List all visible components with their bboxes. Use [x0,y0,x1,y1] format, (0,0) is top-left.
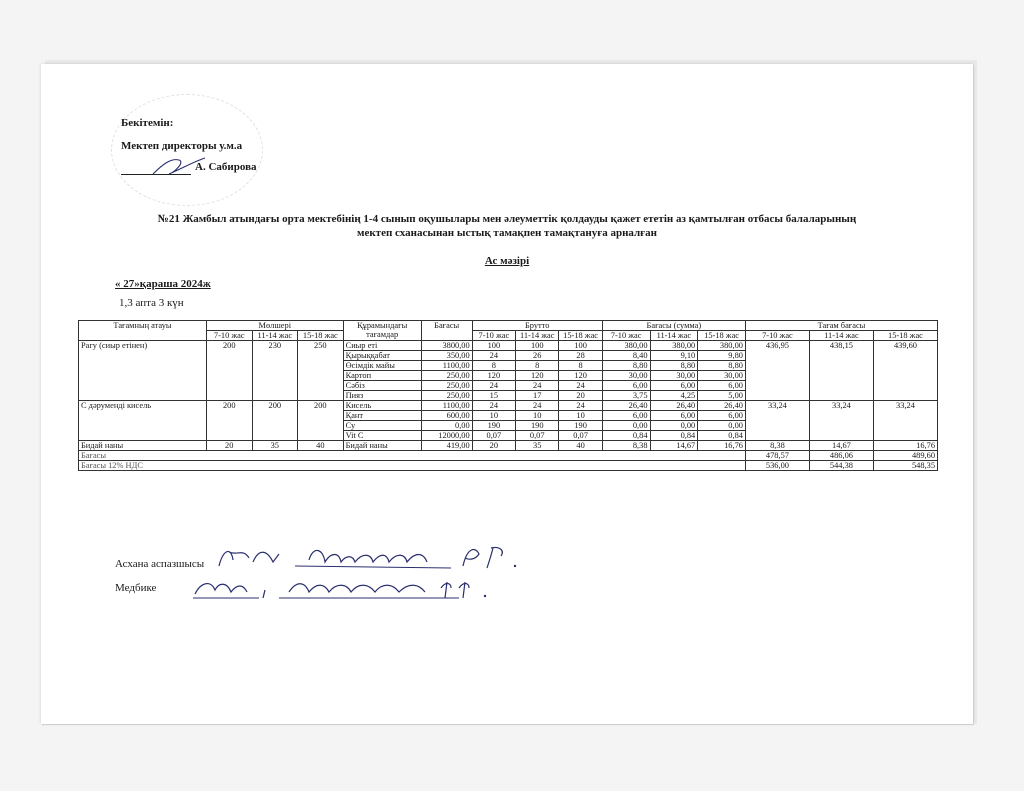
table-header-row-2 [79,331,938,341]
title-line-2: мектеп сханасынан ыстық тамақпен тамақтануға арналған [356,227,658,239]
total-cell: 486,06 [809,451,873,461]
header-brutto: Брутто [472,321,602,331]
price-cell: 12000,00 [421,431,472,441]
dish-total-cell: 33,24 [873,401,937,441]
sum-cell: 0,84 [602,431,650,441]
total-cell: 478,57 [745,451,809,461]
dish-total-cell: 33,24 [809,401,873,441]
ingredient-cell: Пияз [343,391,421,401]
brutto-cell: 17 [516,391,559,401]
sum-cell: 9,80 [698,351,746,361]
sum-cell: 8,80 [602,361,650,371]
portion-cell: 35 [252,441,298,451]
sum-cell: 26,40 [698,401,746,411]
portion-cell: 20 [206,441,252,451]
brutto-cell: 8 [472,361,515,371]
sum-cell: 8,80 [650,361,698,371]
header-dish-price-age2: 11-14 жас [809,331,873,341]
header-portion-age2: 11-14 жас [252,331,298,341]
brutto-cell: 8 [559,361,602,371]
dish-total-cell: 436,95 [745,341,809,401]
header-dish-price: Тағам бағасы [745,321,937,331]
header-sum: Бағасы (сумма) [602,321,745,331]
ingredient-cell: Кисель [343,401,421,411]
brutto-cell: 24 [472,351,515,361]
document-title [81,212,933,240]
ingredient-cell: Қырыққабат [343,351,421,361]
menu-table [78,320,938,471]
menu-heading: Ас мәзірі [484,255,530,267]
sum-cell: 14,67 [650,441,698,451]
ingredient-cell: Сәбіз [343,381,421,391]
sum-cell: 9,10 [650,351,698,361]
price-cell: 1100,00 [421,401,472,411]
sum-cell: 4,25 [650,391,698,401]
sum-cell: 0,00 [698,421,746,431]
portion-cell: 200 [206,341,252,401]
header-dish: Тағамның атауы [79,321,207,341]
title-line-1: №21 Жамбыл атындағы орта мектебінің 1-4 сынып оқушылары мен әлеуметтік қолдауды қажет ететін аз қамтылған отбасы балаларының [157,213,857,225]
sum-cell: 6,00 [650,411,698,421]
sum-cell: 0,84 [698,431,746,441]
menu-week-day: 1,3 апта 3 күн [119,297,184,309]
director-signature [149,154,209,178]
brutto-cell: 10 [472,411,515,421]
price-cell: 1100,00 [421,361,472,371]
portion-cell: 200 [206,401,252,441]
price-cell: 3800,00 [421,341,472,351]
ingredient-cell: Су [343,421,421,431]
nurse-signature [189,572,539,606]
sum-cell: 0,84 [650,431,698,441]
sum-cell: 380,00 [698,341,746,351]
sum-cell: 0,00 [650,421,698,431]
brutto-cell: 190 [472,421,515,431]
price-cell: 600,00 [421,411,472,421]
brutto-cell: 190 [559,421,602,431]
dish-name: С дәруменді кисель [79,401,207,441]
sum-cell: 6,00 [602,381,650,391]
dish-total-cell: 8,38 [745,441,809,451]
portion-cell: 250 [298,341,344,401]
dish-total-cell: 33,24 [745,401,809,441]
price-cell: 250,00 [421,381,472,391]
header-dish-price-age1: 7-10 жас [745,331,809,341]
brutto-cell: 120 [472,371,515,381]
brutto-cell: 10 [516,411,559,421]
price-cell: 250,00 [421,371,472,381]
dish-total-cell: 14,67 [809,441,873,451]
brutto-cell: 10 [559,411,602,421]
brutto-cell: 0,07 [559,431,602,441]
brutto-cell: 26 [516,351,559,361]
total-vat-cell: 536,00 [745,461,809,471]
approval-heading: Бекітемін: [121,117,174,129]
brutto-cell: 100 [559,341,602,351]
brutto-cell: 24 [559,401,602,411]
cook-signature-block [115,558,204,570]
header-price: Бағасы [421,321,472,341]
header-dish-price-age3: 15-18 жас [873,331,937,341]
approval-name: А. Сабирова [195,161,257,173]
brutto-cell: 20 [559,391,602,401]
portion-cell: 40 [298,441,344,451]
total-row [79,451,938,461]
brutto-cell: 15 [472,391,515,401]
cook-label: Асхана аспазшысы [115,558,205,570]
sum-cell: 30,00 [698,371,746,381]
header-brutto-age3: 15-18 жас [559,331,602,341]
ingredient-cell: Vit C [343,431,421,441]
brutto-cell: 35 [516,441,559,451]
total-vat-cell: 548,35 [873,461,937,471]
sum-cell: 26,40 [602,401,650,411]
header-brutto-age2: 11-14 жас [516,331,559,341]
header-portion-age3: 15-18 жас [298,331,344,341]
portion-cell: 200 [252,401,298,441]
sum-cell: 8,38 [602,441,650,451]
brutto-cell: 24 [559,381,602,391]
sum-cell: 6,00 [650,381,698,391]
menu-date: « 27»қараша 2024ж [115,278,211,290]
sum-cell: 380,00 [602,341,650,351]
sum-cell: 26,40 [650,401,698,411]
table-header-row-1 [79,321,938,331]
total-vat-cell: 544,38 [809,461,873,471]
price-cell: 0,00 [421,421,472,431]
portion-cell: 200 [298,401,344,441]
brutto-cell: 28 [559,351,602,361]
ingredient-cell: Картоп [343,371,421,381]
ingredient-cell: Өсімдік майы [343,361,421,371]
dish-name: Рагу (сиыр етінен) [79,341,207,401]
dish-total-cell: 438,15 [809,341,873,401]
sum-cell: 0,00 [602,421,650,431]
ingredient-cell: Қант [343,411,421,421]
brutto-cell: 8 [516,361,559,371]
table-row [79,441,938,451]
nurse-signature-block [115,582,156,594]
approval-position: Мектеп директоры у.м.а [121,140,243,152]
brutto-cell: 24 [516,381,559,391]
portion-cell: 230 [252,341,298,401]
price-cell: 419,00 [421,441,472,451]
sum-cell: 380,00 [650,341,698,351]
sum-cell: 6,00 [698,381,746,391]
header-portion-age1: 7-10 жас [206,331,252,341]
sum-cell: 8,40 [602,351,650,361]
price-cell: 250,00 [421,391,472,401]
brutto-cell: 0,07 [472,431,515,441]
total-vat-row [79,461,938,471]
sum-cell: 6,00 [698,411,746,421]
sum-cell: 8,80 [698,361,746,371]
sum-cell: 30,00 [650,371,698,381]
ingredient-cell: Сиыр еті [343,341,421,351]
total-cell: 489,60 [873,451,937,461]
brutto-cell: 100 [472,341,515,351]
dish-total-cell: 439,60 [873,341,937,401]
price-cell: 350,00 [421,351,472,361]
header-sum-age2: 11-14 жас [650,331,698,341]
brutto-cell: 24 [472,401,515,411]
document-page [41,64,973,724]
brutto-cell: 190 [516,421,559,431]
table-row [79,341,938,351]
header-brutto-age1: 7-10 жас [472,331,515,341]
brutto-cell: 24 [516,401,559,411]
brutto-cell: 120 [559,371,602,381]
brutto-cell: 100 [516,341,559,351]
ingredient-cell: Бидай наны [343,441,421,451]
header-sum-age1: 7-10 жас [602,331,650,341]
sum-cell: 3,75 [602,391,650,401]
brutto-cell: 120 [516,371,559,381]
header-ingredients: Құрамындағы тағамдар [343,321,421,341]
brutto-cell: 0,07 [516,431,559,441]
header-portion: Мөлшері [206,321,343,331]
sum-cell: 30,00 [602,371,650,381]
total-vat-label: Бағасы 12% НДС [79,461,746,471]
table-row [79,401,938,411]
brutto-cell: 20 [472,441,515,451]
header-sum-age3: 15-18 жас [698,331,746,341]
nurse-label: Медбике [115,582,157,594]
dish-total-cell: 16,76 [873,441,937,451]
dish-name: Бидай наны [79,441,207,451]
sum-cell: 5,00 [698,391,746,401]
sum-cell: 6,00 [602,411,650,421]
total-label: Бағасы [79,451,746,461]
brutto-cell: 24 [472,381,515,391]
sum-cell: 16,76 [698,441,746,451]
brutto-cell: 40 [559,441,602,451]
